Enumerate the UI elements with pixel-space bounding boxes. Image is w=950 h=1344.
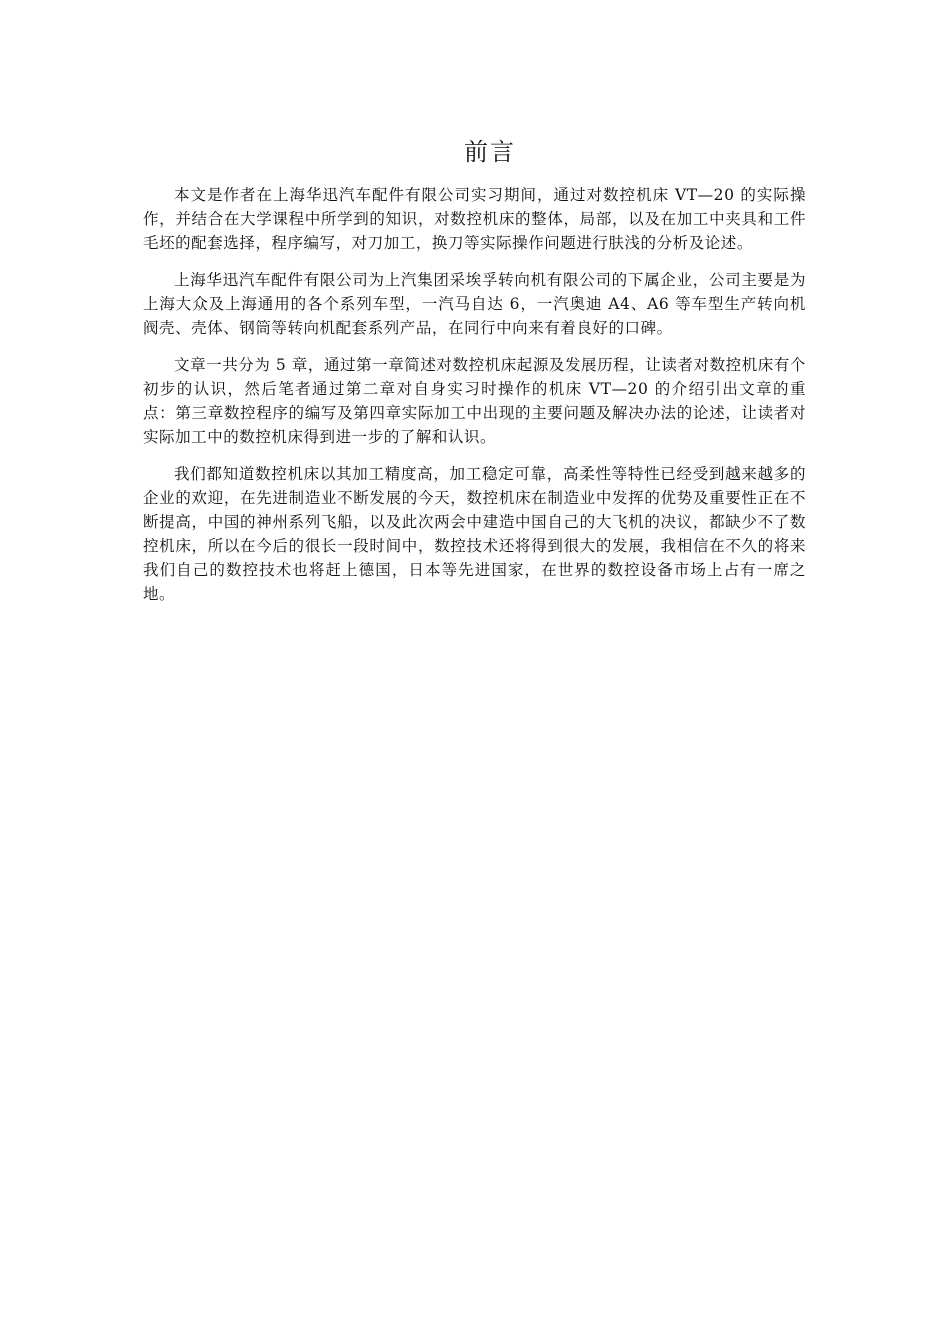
document-body [143, 183, 806, 619]
paragraph-1: 本文是作者在上海华迅汽车配件有限公司实习期间，通过对数控机床 VT—20 的实际操作，并结合在大学课程中所学到的知识，对数控机床的整体，局部，以及在加工中夹具和工件毛坯的配套选择，程序编写，对刀加工，换刀等实际操作问题进行肤浅的分析及论述。 [143, 186, 806, 252]
paragraph-4: 我们都知道数控机床以其加工精度高，加工稳定可靠，高柔性等特性已经受到越来越多的企业的欢迎，在先进制造业不断发展的今天，数控机床在制造业中发挥的优势及重要性正在不断提高，中国的神州系列飞船，以及此次两会中建造中国自己的大飞机的决议，都缺少不了数控机床，所以在今后的很长一段时间中，数控技术还将得到很大的发展，我相信在不久的将来我们自己的数控技术也将赶上德国，日本等先进国家，在世界的数控设备市场上占有一席之地。 [143, 465, 806, 603]
paragraph-2: 上海华迅汽车配件有限公司为上汽集团采埃孚转向机有限公司的下属企业，公司主要是为上海大众及上海通用的各个系列车型，一汽马自达 6，一汽奥迪 A4、A6 等车型生产转向机阀壳、壳体、钢筒等转向机配套系列产品，在同行中向来有着良好的口碑。 [143, 271, 806, 337]
page-title: 前言 [464, 138, 516, 166]
paragraph-3: 文章一共分为 5 章，通过第一章简述对数控机床起源及发展历程，让读者对数控机床有个初步的认识，然后笔者通过第二章对自身实习时操作的机床 VT—20 的介绍引出文章的重点：第三章数控程序的编写及第四章实际加工中出现的主要问题及解决办法的论述，让读者对实际加工中的数控机床得到进一步的了解和认识。 [143, 356, 806, 446]
